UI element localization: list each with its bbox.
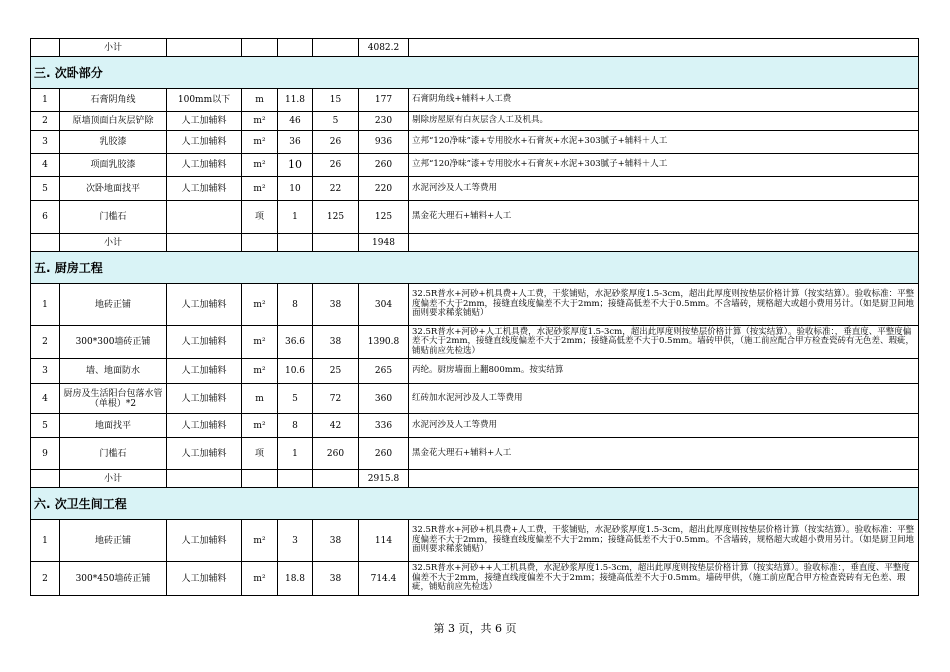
- item-quantity: 11.8: [278, 89, 313, 112]
- item-total: 304: [359, 284, 409, 326]
- subtotal-row: [31, 234, 919, 252]
- quotation-table: [30, 38, 919, 596]
- item-unit: m²: [242, 562, 278, 596]
- item-row: [31, 359, 919, 384]
- item-total: 114: [359, 520, 409, 562]
- item-unit: m: [242, 384, 278, 414]
- item-total: 220: [359, 177, 409, 201]
- item-row: [31, 112, 919, 131]
- item-description: 32.5R普水+河砂++人工机具费，水泥砂浆厚度1.5-3cm，超出此厚度则按垫层价格计算（按实结算）。验收标准：，垂直度、平整度偏差不大于2mm，接缝直线度偏差不大于2mm；接缝高低差不大于0.5mm。墙砖甲供，（施工前应配合甲方检查瓷砖有无色差、瑕疵，铺贴前应先检选）: [409, 562, 919, 596]
- item-spec: 人工加辅料: [167, 359, 242, 384]
- item-description: 剔除房屋原有白灰层含人工及机具。: [409, 112, 919, 131]
- item-total: 936: [359, 131, 409, 154]
- item-total: 336: [359, 414, 409, 438]
- subtotal-amount: 4082.2: [359, 39, 409, 57]
- item-row: [31, 177, 919, 201]
- subtotal-amount: 1948: [359, 234, 409, 252]
- item-number: 5: [31, 177, 60, 201]
- item-number: 1: [31, 284, 60, 326]
- item-spec: 人工加辅料: [167, 384, 242, 414]
- section-title: 五. 厨房工程: [31, 252, 919, 284]
- item-description: 石膏阴角线+辅料+人工费: [409, 89, 919, 112]
- item-name: 300*300墙砖正铺: [60, 326, 167, 359]
- item-unit: m²: [242, 520, 278, 562]
- item-description: 红砖加水泥河沙及人工等费用: [409, 384, 919, 414]
- item-row: [31, 154, 919, 177]
- item-name: 墙、地面防水: [60, 359, 167, 384]
- item-unit-price: 38: [313, 520, 359, 562]
- item-name: 地面找平: [60, 414, 167, 438]
- item-quantity: 46: [278, 112, 313, 131]
- item-spec: [167, 201, 242, 234]
- spec-cell: [167, 39, 242, 57]
- item-number: 2: [31, 562, 60, 596]
- item-name: 项面乳胶漆: [60, 154, 167, 177]
- item-description: 立邦“120净味”漆+专用胶水+石膏灰+水泥+303腻子+辅料＋人工: [409, 154, 919, 177]
- subtotal-label: 小计: [60, 470, 167, 488]
- item-description: 32.5R普水+河砂+机具费+人工费，干浆铺贴，水泥砂浆厚度1.5-3cm，超出此厚度则按垫层价格计算（按实结算）。验收标准：平整度偏差不大于2mm，接缝直线度偏差不大于2mm；接缝高低差不大于0.5mm。不含墙砖，规格超大或超小费用另计。（如是厨卫间地面则要求稀浆铺贴）: [409, 520, 919, 562]
- item-description: 黑金花大理石+辅料+人工: [409, 201, 919, 234]
- item-spec: 人工加辅料: [167, 112, 242, 131]
- item-quantity: 1: [278, 438, 313, 470]
- item-unit-price: 260: [313, 438, 359, 470]
- item-row: [31, 89, 919, 112]
- item-quantity: 36.6: [278, 326, 313, 359]
- item-unit: m²: [242, 177, 278, 201]
- page-footer: [0, 620, 950, 636]
- item-description: 黑金花大理石+辅料+人工: [409, 438, 919, 470]
- item-description: 立邦“120净味”漆+专用胶水+石膏灰+水泥+303腻子+辅料＋人工: [409, 131, 919, 154]
- item-row: [31, 384, 919, 414]
- item-row: [31, 414, 919, 438]
- item-name: 地砖正铺: [60, 284, 167, 326]
- item-spec: 人工加辅料: [167, 154, 242, 177]
- item-row: [31, 201, 919, 234]
- subtotal-row: [31, 39, 919, 57]
- item-unit-price: 26: [313, 131, 359, 154]
- item-unit-price: 15: [313, 89, 359, 112]
- section-title: 三. 次卧部分: [31, 57, 919, 89]
- item-description: 水泥河沙及人工等费用: [409, 177, 919, 201]
- item-quantity: 10: [278, 154, 313, 177]
- item-spec: 人工加辅料: [167, 414, 242, 438]
- item-quantity: 8: [278, 284, 313, 326]
- item-number: 6: [31, 201, 60, 234]
- unit-cell: [242, 470, 278, 488]
- item-number: 2: [31, 326, 60, 359]
- item-quantity: 10.6: [278, 359, 313, 384]
- subtotal-label: 小计: [60, 39, 167, 57]
- item-total: 1390.8: [359, 326, 409, 359]
- item-name: 300*450墙砖正铺: [60, 562, 167, 596]
- item-row: [31, 438, 919, 470]
- item-quantity: 3: [278, 520, 313, 562]
- item-quantity: 5: [278, 384, 313, 414]
- item-number: 3: [31, 359, 60, 384]
- section-header-row: [31, 252, 919, 284]
- item-unit-price: 42: [313, 414, 359, 438]
- section-header-row: [31, 57, 919, 89]
- item-name: 乳胶漆: [60, 131, 167, 154]
- unit-cell: [242, 234, 278, 252]
- item-name: 原墙顶面白灰层铲除: [60, 112, 167, 131]
- desc-cell: [409, 470, 919, 488]
- item-total: 230: [359, 112, 409, 131]
- item-row: [31, 131, 919, 154]
- item-unit: 项: [242, 438, 278, 470]
- item-row: [31, 520, 919, 562]
- item-total: 260: [359, 154, 409, 177]
- item-total: 125: [359, 201, 409, 234]
- item-quantity: 8: [278, 414, 313, 438]
- item-name: 厨房及生活阳台包落水管（单根）*2: [60, 384, 167, 414]
- item-number: 3: [31, 131, 60, 154]
- page-number-text: 第 3 页，共 6 页: [433, 622, 517, 635]
- item-unit: m²: [242, 414, 278, 438]
- item-total: 265: [359, 359, 409, 384]
- item-spec: 100mm以下: [167, 89, 242, 112]
- price-cell: [313, 39, 359, 57]
- item-description: 水泥河沙及人工等费用: [409, 414, 919, 438]
- item-number: 4: [31, 154, 60, 177]
- item-unit: m²: [242, 359, 278, 384]
- item-spec: 人工加辅料: [167, 326, 242, 359]
- item-unit-price: 25: [313, 359, 359, 384]
- item-spec: 人工加辅料: [167, 562, 242, 596]
- item-unit-price: 26: [313, 154, 359, 177]
- item-number: 2: [31, 112, 60, 131]
- item-name: 门槛石: [60, 438, 167, 470]
- item-spec: 人工加辅料: [167, 520, 242, 562]
- item-quantity: 10: [278, 177, 313, 201]
- item-unit: m²: [242, 284, 278, 326]
- qty-cell: [278, 470, 313, 488]
- item-number: 1: [31, 89, 60, 112]
- no-cell: [31, 39, 60, 57]
- item-total: 714.4: [359, 562, 409, 596]
- no-cell: [31, 470, 60, 488]
- item-unit-price: 38: [313, 562, 359, 596]
- item-name: 次卧地面找平: [60, 177, 167, 201]
- item-unit-price: 72: [313, 384, 359, 414]
- item-name: 地砖正铺: [60, 520, 167, 562]
- price-cell: [313, 470, 359, 488]
- item-unit-price: 22: [313, 177, 359, 201]
- item-unit: m²: [242, 131, 278, 154]
- item-spec: 人工加辅料: [167, 177, 242, 201]
- subtotal-amount: 2915.8: [359, 470, 409, 488]
- item-row: [31, 284, 919, 326]
- item-description: 32.5R普水+河砂+机具费+人工费，干浆铺贴，水泥砂浆厚度1.5-3cm，超出此厚度则按垫层价格计算（按实结算）。验收标准：平整度偏差不大于2mm，接缝直线度偏差不大于2mm；接缝高低差不大于0.5mm。不含墙砖，规格超大或超小费用另计。（如是厨卫间地面则要求稀浆铺贴）: [409, 284, 919, 326]
- item-quantity: 36: [278, 131, 313, 154]
- item-unit: m²: [242, 112, 278, 131]
- item-name: 石膏阴角线: [60, 89, 167, 112]
- qty-cell: [278, 234, 313, 252]
- item-description: 丙纶。厨房墙面上翻800mm。按实结算: [409, 359, 919, 384]
- subtotal-row: [31, 470, 919, 488]
- item-spec: 人工加辅料: [167, 284, 242, 326]
- item-unit: m²: [242, 326, 278, 359]
- item-number: 5: [31, 414, 60, 438]
- unit-cell: [242, 39, 278, 57]
- item-spec: 人工加辅料: [167, 131, 242, 154]
- no-cell: [31, 234, 60, 252]
- item-number: 4: [31, 384, 60, 414]
- item-number: 1: [31, 520, 60, 562]
- item-total: 177: [359, 89, 409, 112]
- item-total: 260: [359, 438, 409, 470]
- price-cell: [313, 234, 359, 252]
- item-unit-price: 38: [313, 284, 359, 326]
- item-name: 门槛石: [60, 201, 167, 234]
- desc-cell: [409, 234, 919, 252]
- item-unit-price: 125: [313, 201, 359, 234]
- item-unit: m: [242, 89, 278, 112]
- desc-cell: [409, 39, 919, 57]
- item-quantity: 1: [278, 201, 313, 234]
- item-total: 360: [359, 384, 409, 414]
- item-row: [31, 562, 919, 596]
- item-unit-price: 38: [313, 326, 359, 359]
- section-title: 六. 次卫生间工程: [31, 488, 919, 520]
- item-unit: 项: [242, 201, 278, 234]
- section-header-row: [31, 488, 919, 520]
- item-unit: m²: [242, 154, 278, 177]
- item-quantity: 18.8: [278, 562, 313, 596]
- qty-cell: [278, 39, 313, 57]
- spec-cell: [167, 234, 242, 252]
- item-spec: 人工加辅料: [167, 438, 242, 470]
- item-row: [31, 326, 919, 359]
- subtotal-label: 小计: [60, 234, 167, 252]
- item-number: 9: [31, 438, 60, 470]
- item-description: 32.5R普水+河砂+人工机具费，水泥砂浆厚度1.5-3cm，超出此厚度则按垫层价格计算（按实结算）。验收标准：，垂直度、平整度偏差不大于2mm，接缝直线度偏差不大于2mm；接缝高低差不大于0.5mm。墙砖甲供，（施工前应配合甲方检查瓷砖有无色差、瑕疵，铺贴前应先检选）: [409, 326, 919, 359]
- spec-cell: [167, 470, 242, 488]
- item-unit-price: 5: [313, 112, 359, 131]
